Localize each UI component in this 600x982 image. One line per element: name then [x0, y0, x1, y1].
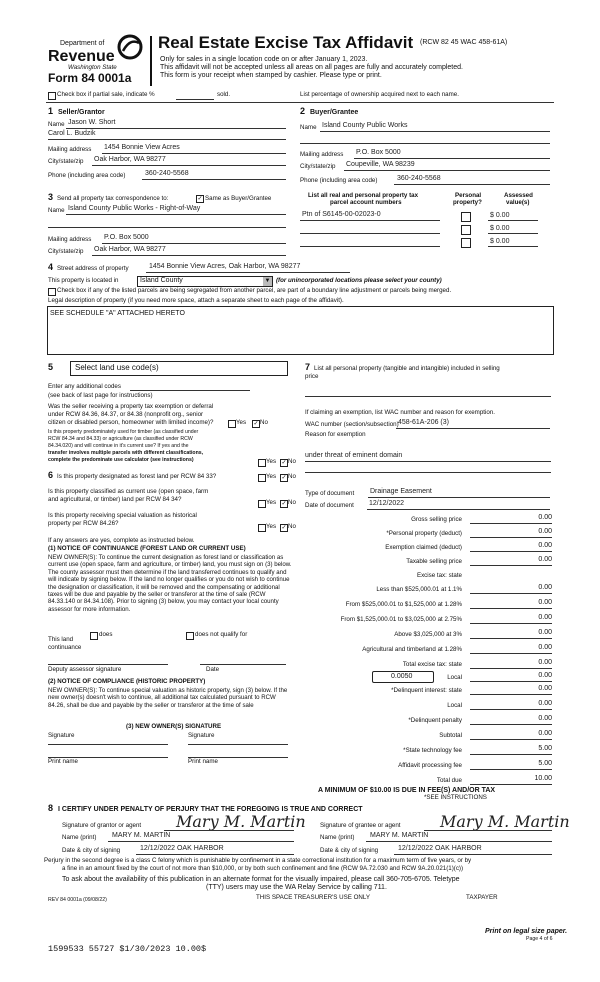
forest-yes-checkbox[interactable]: [258, 474, 266, 482]
exemption-yes-label: Yes: [236, 419, 247, 426]
continuance-label: continuance: [48, 644, 82, 651]
timber-question-line2: RCW 84.34 and 84.33) or agriculture (as classified under RCW: [48, 436, 193, 442]
buyer-name-line-2: [300, 143, 550, 144]
partial-sale-percent-line[interactable]: [176, 99, 214, 100]
delinquent-penalty-label: *Delinquent penalty: [408, 717, 462, 724]
partial-sale-label: Check box if partial sale, indicate %: [57, 91, 155, 98]
timber-no-label: No: [288, 458, 296, 465]
seller-num: 1: [48, 106, 54, 116]
seller-phone-label: Phone (including area code): [48, 172, 126, 179]
exemption-question-line3: citizen or disabled person, homeowner with limited income)?: [48, 419, 214, 426]
bracket-5-value[interactable]: 0.00: [538, 644, 552, 651]
current-use-yes-checkbox[interactable]: [258, 500, 266, 508]
tty-note: (TTY) users may use the WA Relay Service by calling 711.: [206, 884, 387, 891]
section7-num: 7: [305, 362, 311, 372]
local-rate-field[interactable]: [372, 671, 434, 683]
dept-name: Revenue: [48, 48, 115, 65]
exemption-note: If claiming an exemption, list WAC number and reason for exemption.: [305, 409, 495, 416]
same-as-buyer-label: Same as Buyer/Grantee: [205, 195, 272, 202]
deputy-signature-label: Deputy assessor signature: [48, 666, 122, 673]
buyer-name[interactable]: Island County Public Works: [322, 122, 408, 129]
perjury-note-1: Perjury in the second degree is a class C felony which is punishable by confinement in a state correctional institution for a maximum term of five years, or by: [44, 857, 472, 864]
personal-property-deduct[interactable]: 0.00: [538, 528, 552, 535]
buyer-city-label: City/state/zip: [300, 163, 336, 170]
personal-property-line[interactable]: [305, 396, 551, 397]
seller-name-line-2: [48, 139, 286, 140]
correspondence-label: Send all property tax correspondence to:: [57, 195, 169, 202]
correspondence-city[interactable]: Oak Harbor, WA 98277: [94, 246, 166, 253]
partial-sale-suffix: sold.: [217, 91, 231, 98]
personal-property-deduct-label: *Personal property (deduct): [386, 530, 462, 537]
gross-selling-price-label: Gross selling price: [411, 516, 462, 523]
parcels-header-2: parcel account numbers: [330, 199, 402, 206]
header-note-3: This form is your receipt when stamped by cashier. Please type or print.: [160, 72, 382, 79]
seller-phone-line: [142, 179, 286, 180]
delinquent-interest-state[interactable]: 0.00: [538, 685, 552, 692]
land-does-not-checkbox[interactable]: [186, 632, 194, 640]
personal-header-2: property?: [453, 199, 482, 206]
county-select[interactable]: [137, 276, 273, 287]
property-num: 4: [48, 262, 54, 272]
delinquent-penalty[interactable]: 0.00: [538, 715, 552, 722]
bracket-1-label: Less than $525,000.01 at 1.1%: [376, 586, 462, 593]
correspondence-city-label: City/state/zip: [48, 248, 84, 255]
exemption-no-checkbox[interactable]: ✓: [253, 421, 259, 427]
certify-statement: I CERTIFY UNDER PENALTY OF PERJURY THAT THE FOREGOING IS TRUE AND CORRECT: [58, 806, 363, 813]
notice-compliance-text: NEW OWNER(S): To continue special valuation as historic property, sign (3) below. If the new owner(s) doesn't wish to continue, all additional tax calculated pursuant to RCW 84.26, shall be due and payable by the seller or transferor at the time of sale: [48, 687, 288, 709]
bracket-3-value[interactable]: 0.00: [538, 614, 552, 621]
notice-continuance-text: NEW OWNER(S): To continue the current designation as forest land or classification as current use (open space, farm and agriculture, or timber) land, you must sign on (3) below. The county assessor must then determine if the land transferred continues to qualify and will indicate by signing below. If the land no longer qualifies or you do not wish to continue the designation or classification, it will be removed and the compensating or additional taxes will be due and payable by the seller or transferor at the time of sale (RCW 84.33.140 or 84.34.108). Prior to signing (3) below, you may contact your local county assessor for more information.: [48, 554, 292, 613]
doc-type-line: [368, 497, 550, 498]
header-note-1: Only for sales in a single location code on or after January 1, 2023.: [160, 56, 368, 63]
dept-line1: Department of: [60, 40, 105, 47]
personal-property-checkbox-1[interactable]: [461, 212, 471, 222]
assessed-value-1[interactable]: $ 0.00: [490, 212, 510, 219]
wac-line: [396, 428, 550, 429]
exemption-yes-checkbox[interactable]: [228, 420, 236, 428]
current-use-question-line1: Is this property classified as current use (open space, farm: [48, 488, 209, 495]
header-note-2: This affidavit will not be accepted unless all areas on all pages are fully and accurately completed.: [160, 64, 463, 71]
personal-property-label-1: List all personal property (tangible and intangible) included in selling: [314, 365, 500, 372]
reason-line: [305, 461, 551, 462]
exemption-claimed[interactable]: 0.00: [538, 542, 552, 549]
buyer-name-label: Name: [300, 124, 317, 131]
wac-label: WAC number (section/subsection): [305, 421, 399, 428]
timber-question-line4: transfer involves multiple parcels with different classifications,: [48, 450, 204, 456]
land-use-select-label: Select land use code(s): [75, 363, 159, 372]
delinquent-penalty-line: [470, 724, 552, 725]
page-number: Page 4 of 6: [526, 936, 553, 942]
seller-city-label: City/state/zip: [48, 158, 84, 165]
grantor-name[interactable]: MARY M. MARTIN: [112, 832, 171, 839]
seller-city-line: [92, 165, 286, 166]
correspondence-mailing-label: Mailing address: [48, 236, 92, 243]
grantee-date-label: Date & city of signing: [320, 847, 379, 854]
revision-label: REV 84 0001a (09/08/22): [48, 897, 107, 903]
section6-num: 6: [48, 470, 54, 480]
chevron-down-icon[interactable]: ▼: [264, 278, 271, 284]
buyer-mailing-label: Mailing address: [300, 151, 344, 158]
grantor-name-line: [108, 841, 294, 842]
perjury-note-2: a fine in an amount fixed by the court of not more than $10,000, or by both such confinement and fine (RCW 9A.72.030 and RCW 9A.20.021(1)(c)): [62, 865, 464, 872]
correspondence-name-line-2: [48, 227, 286, 228]
street-address[interactable]: 1454 Bonnie View Acres, Oak Harbor, WA 98277: [149, 263, 301, 270]
excise-state-label: Excise tax: state: [416, 572, 462, 579]
assessed-value-2[interactable]: $ 0.00: [490, 225, 510, 232]
buyer-city[interactable]: Coupeville, WA 98239: [346, 161, 415, 168]
total-excise-state[interactable]: 0.00: [538, 659, 552, 666]
unincorporated-note: (for unincorporated locations please select your county): [276, 277, 442, 284]
assessed-line-3: [488, 246, 538, 247]
local-value[interactable]: 0.00: [538, 672, 552, 679]
forest-question: Is this property designated as forest land per RCW 84 33?: [57, 473, 217, 480]
new-owner-signature-title: (3) NEW OWNER(S) SIGNATURE: [126, 723, 222, 730]
assessed-line-2: [488, 233, 538, 234]
partial-sale-checkbox[interactable]: [48, 92, 56, 100]
buyer-name-line: [320, 131, 550, 132]
exemption-question-line2: under RCW 84.36, 84.37, or 84.38 (nonprofit org., senior: [48, 411, 204, 418]
see-instructions-note: *SEE INSTRUCTIONS: [424, 794, 487, 801]
signature-label-1: Signature: [48, 732, 75, 739]
see-back-note: (see back of last page for instructions): [48, 392, 153, 399]
gross-selling-price-line: [470, 523, 552, 524]
grantor-date-line: [136, 854, 294, 855]
bracket-5-line: [470, 653, 552, 654]
affidavit-processing-fee[interactable]: 5.00: [538, 760, 552, 767]
segregated-label: Check box if any of the listed parcels are being segregated from another parcel, are part of a boundary line adjustment or parcels being merged.: [57, 287, 452, 294]
land-use-num: 5: [48, 362, 54, 372]
delinquent-interest-state-line: [470, 694, 552, 695]
print-name-label-2: Print name: [188, 758, 218, 765]
grantor-signature-line: [164, 830, 294, 831]
correspondence-num: 3: [48, 192, 54, 202]
subtotal-label: Subtotal: [439, 732, 462, 739]
buyer-phone-label: Phone (including area code): [300, 177, 378, 184]
seller-mailing[interactable]: 1454 Bonnie View Acres: [104, 144, 180, 151]
correspondence-name-line: [66, 214, 286, 215]
correspondence-name-label: Name: [48, 207, 65, 214]
bracket-3-label: From $1,525,000.01 to $3,025,000 at 2.75%: [340, 616, 462, 623]
deputy-date-label: Date: [206, 666, 220, 673]
exemption-claimed-label: Exemption claimed (deduct): [385, 544, 462, 551]
historic-question-line1: Is this property receiving special valuation as historical: [48, 512, 197, 519]
parcels-header-1: List all real and personal property tax: [308, 192, 419, 199]
deputy-signature-line[interactable]: [48, 664, 168, 665]
personal-header-1: Personal: [455, 192, 482, 199]
exemption-question-line1: Was the seller receiving a property tax exemption or deferral: [48, 403, 214, 410]
seller-name-1[interactable]: Jason W. Short: [68, 119, 116, 126]
parcel-line-2: [300, 233, 440, 234]
doc-date-label: Date of document: [305, 502, 354, 509]
timber-question-line1: Is this property predominately used for timber (as classified under: [48, 429, 199, 435]
exemption-claimed-line: [470, 551, 552, 552]
gross-selling-price[interactable]: 0.00: [538, 514, 552, 521]
same-as-buyer-checkbox[interactable]: ✓: [197, 196, 203, 202]
correspondence-city-line: [92, 255, 286, 256]
bracket-4-line: [470, 638, 552, 639]
correspondence-name[interactable]: Island County Public Works - Right-of-Way: [68, 205, 201, 212]
bracket-4-label: Above $3,025,000 at 3%: [394, 631, 462, 638]
delinquent-interest-local-label: Local: [447, 702, 462, 709]
grantee-name-line: [366, 841, 552, 842]
timber-question-line3: 84.34.020) and will continue in it's current use? If yes and the: [48, 443, 189, 449]
correspondence-mailing-line: [102, 243, 286, 244]
grantee-signature-label: Signature of grantee or agent: [320, 822, 401, 829]
seller-city[interactable]: Oak Harbor, WA 98277: [94, 156, 166, 163]
taxable-selling-price[interactable]: 0.00: [538, 556, 552, 563]
assessed-header-2: value(s): [506, 199, 530, 206]
timber-question-line5: complete the predominate use calculator (see instructions): [48, 457, 194, 463]
bracket-2-line: [470, 608, 552, 609]
print-name-line-2[interactable]: [188, 757, 288, 758]
forest-yes-label: Yes: [266, 473, 277, 480]
doc-type-label: Type of document: [305, 490, 355, 497]
notice-compliance-title: (2) NOTICE OF COMPLIANCE (HISTORIC PROPERTY): [48, 678, 206, 685]
state-technology-fee[interactable]: 5.00: [538, 745, 552, 752]
alt-format-note: To ask about the availability of this publication in an alternate format for the visually impaired, please call 360-705-6705. Teletype: [62, 876, 460, 883]
deputy-date-line[interactable]: [200, 664, 286, 665]
buyer-num: 2: [300, 106, 306, 116]
affidavit-processing-fee-label: Affidavit processing fee: [398, 762, 462, 769]
land-use-select[interactable]: [70, 361, 288, 376]
new-owner-signature-line-2[interactable]: [188, 744, 288, 745]
current-use-no-label: No: [288, 499, 296, 506]
ownership-note: List percentage of ownership acquired next to each name.: [300, 91, 459, 98]
historic-no-label: No: [288, 523, 296, 530]
taxable-selling-price-line: [470, 565, 552, 566]
local-line: [470, 681, 552, 682]
dept-state: Washington State: [68, 64, 117, 71]
form-number: Form 84 0001a: [48, 71, 132, 85]
grantee-name-label: Name (print): [320, 834, 355, 841]
personal-property-checkbox-2[interactable]: [461, 225, 471, 235]
personal-property-label-2: price: [305, 373, 319, 380]
grantee-signature[interactable]: Mary M. Martin: [440, 812, 570, 831]
historic-yes-label: Yes: [266, 523, 277, 530]
historic-yes-checkbox[interactable]: [258, 524, 266, 532]
subtotal[interactable]: 0.00: [538, 730, 552, 737]
bracket-1-value[interactable]: 0.00: [538, 584, 552, 591]
total-due[interactable]: 10.00: [534, 775, 552, 782]
street-label: Street address of property: [57, 265, 129, 272]
legal-description: SEE SCHEDULE "A" ATTACHED HERETO: [50, 310, 185, 317]
bracket-5-label: Agricultural and timberland at 1.28%: [362, 646, 462, 653]
parcel-number-1[interactable]: Ptn of S6145-00-02023-0: [302, 211, 381, 218]
assessed-value-3[interactable]: $ 0.00: [490, 238, 510, 245]
page-title: Real Estate Excise Tax Affidavit: [158, 33, 414, 52]
buyer-phone-line: [394, 184, 550, 185]
seller-name-line: [66, 128, 286, 129]
seller-mailing-label: Mailing address: [48, 146, 92, 153]
bracket-2-value[interactable]: 0.00: [538, 599, 552, 606]
bracket-2-label: From $525,000.01 to $1,525,000 at 1.28%: [345, 601, 462, 608]
legal-description-field[interactable]: [47, 306, 554, 355]
historic-no-checkbox[interactable]: ✓: [281, 525, 287, 531]
cashier-stamp: 1599533 55727 $1/30/2023 10.00$: [48, 944, 207, 954]
buyer-mailing[interactable]: P.O. Box 5000: [356, 149, 401, 156]
notice-continuance-title: (1) NOTICE OF CONTINUANCE (FOREST LAND OR CURRENT USE): [48, 545, 246, 552]
reason-value[interactable]: under threat of eminent domain: [305, 452, 403, 459]
treasurer-use-label: THIS SPACE TREASURER'S USE ONLY: [256, 894, 370, 901]
historic-question-line2: property per RCW 84.26?: [48, 520, 119, 527]
correspondence-mailing[interactable]: P.O. Box 5000: [104, 234, 149, 241]
doc-type[interactable]: Drainage Easement: [370, 488, 432, 495]
delinquent-interest-local[interactable]: 0.00: [538, 700, 552, 707]
segregated-checkbox[interactable]: [48, 288, 56, 296]
grantee-signature-line: [424, 830, 552, 831]
buyer-city-line: [344, 170, 550, 171]
grantee-name[interactable]: MARY M. MARTIN: [370, 832, 429, 839]
this-land-label: This land: [48, 636, 74, 643]
grantor-signature-label: Signature of grantor or agent: [62, 822, 142, 829]
minimum-due-note: A MINIMUM OF $10.00 IS DUE IN FEE(S) AND/OR TAX: [318, 787, 496, 794]
taxable-selling-price-label: Taxable selling price: [406, 558, 462, 565]
doc-date[interactable]: 12/12/2022: [369, 500, 405, 507]
grantor-date-city[interactable]: 12/12/2022 OAK HARBOR: [140, 845, 224, 852]
revenue-logo-icon: [117, 34, 143, 60]
land-does-not-label: does not qualify for: [195, 631, 248, 638]
total-excise-state-line: [470, 668, 552, 669]
buyer-heading: Buyer/Grantee: [310, 109, 359, 116]
additional-codes-line[interactable]: [130, 390, 250, 391]
taxpayer-label: TAXPAYER: [466, 894, 498, 901]
affidavit-processing-fee-line: [470, 769, 552, 770]
delinquent-interest-local-line: [470, 709, 552, 710]
section8-num: 8: [48, 803, 54, 813]
assessed-line-1: [488, 220, 538, 221]
county-select-value: Island County: [140, 277, 183, 284]
state-technology-fee-label: *State technology fee: [403, 747, 462, 754]
legal-label: Legal description of property (if you need more space, attach a separate sheet to each page of the affidavit).: [48, 297, 344, 304]
header-divider: [150, 36, 152, 86]
bracket-1-line: [470, 593, 552, 594]
buyer-phone[interactable]: 360-240-5568: [397, 175, 441, 182]
delinquent-interest-state-label: *Delinquent interest: state: [391, 687, 462, 694]
parcel-line-1: [300, 220, 440, 221]
total-due-label: Total due: [436, 777, 462, 784]
seller-mailing-line: [102, 153, 286, 154]
section-divider: [46, 102, 554, 103]
total-excise-state-label: Total excise tax: state: [402, 661, 462, 668]
new-owner-signature-line-1[interactable]: [48, 744, 168, 745]
timber-yes-checkbox[interactable]: [258, 459, 266, 467]
reason-label: Reason for exemption: [305, 431, 366, 438]
current-use-question-line2: and agricultural, or timber) land per RCW 84 34?: [48, 496, 182, 503]
state-technology-fee-line: [470, 754, 552, 755]
current-use-yes-label: Yes: [266, 499, 277, 506]
bracket-4-value[interactable]: 0.00: [538, 629, 552, 636]
seller-phone[interactable]: 360-240-5568: [145, 170, 189, 177]
assessed-header-1: Assessed: [504, 192, 533, 199]
additional-codes-label: Enter any additional codes: [48, 383, 121, 390]
street-line: [146, 272, 350, 273]
current-use-no-checkbox[interactable]: ✓: [281, 501, 287, 507]
grantor-name-label: Name (print): [62, 834, 97, 841]
forest-no-label: No: [288, 473, 296, 480]
if-yes-note: If any answers are yes, complete as instructed below.: [48, 537, 195, 544]
wac-number[interactable]: 458-61A-206 (3): [398, 419, 449, 426]
land-does-checkbox[interactable]: [90, 632, 98, 640]
timber-no-checkbox[interactable]: ✓: [281, 460, 287, 466]
timber-yes-label: Yes: [266, 458, 277, 465]
print-name-line-1[interactable]: [48, 757, 168, 758]
seller-name-2[interactable]: Carol L. Budzik: [48, 130, 96, 137]
local-label: Local: [447, 674, 462, 681]
forest-no-checkbox[interactable]: ✓: [281, 475, 287, 481]
legal-paper-note: Print on legal size paper.: [485, 928, 568, 935]
parcel-line-3: [300, 246, 440, 247]
grantor-signature[interactable]: Mary M. Martin: [176, 812, 306, 831]
land-does-label: does: [99, 631, 113, 638]
located-label: This property is located in: [48, 277, 119, 284]
local-rate: 0.0050: [391, 673, 413, 680]
signature-label-2: Signature: [188, 732, 215, 739]
exemption-no-label: No: [260, 419, 268, 426]
rcw-reference: (RCW 82 45 WAC 458-61A): [420, 39, 508, 46]
grantee-date-city[interactable]: 12/12/2022 OAK HARBOR: [398, 845, 482, 852]
personal-property-checkbox-3[interactable]: [461, 238, 471, 248]
total-due-line: [470, 784, 552, 785]
seller-heading: Seller/Grantor: [58, 109, 105, 116]
print-name-label-1: Print name: [48, 758, 78, 765]
doc-date-line: [367, 509, 550, 510]
bracket-3-line: [470, 623, 552, 624]
seller-name-label: Name: [48, 121, 65, 128]
grantee-date-line: [394, 854, 552, 855]
grantor-date-label: Date & city of signing: [62, 847, 121, 854]
personal-property-deduct-line: [470, 537, 552, 538]
reason-line-2: [305, 472, 551, 473]
buyer-mailing-line: [354, 158, 550, 159]
subtotal-line: [470, 739, 552, 740]
